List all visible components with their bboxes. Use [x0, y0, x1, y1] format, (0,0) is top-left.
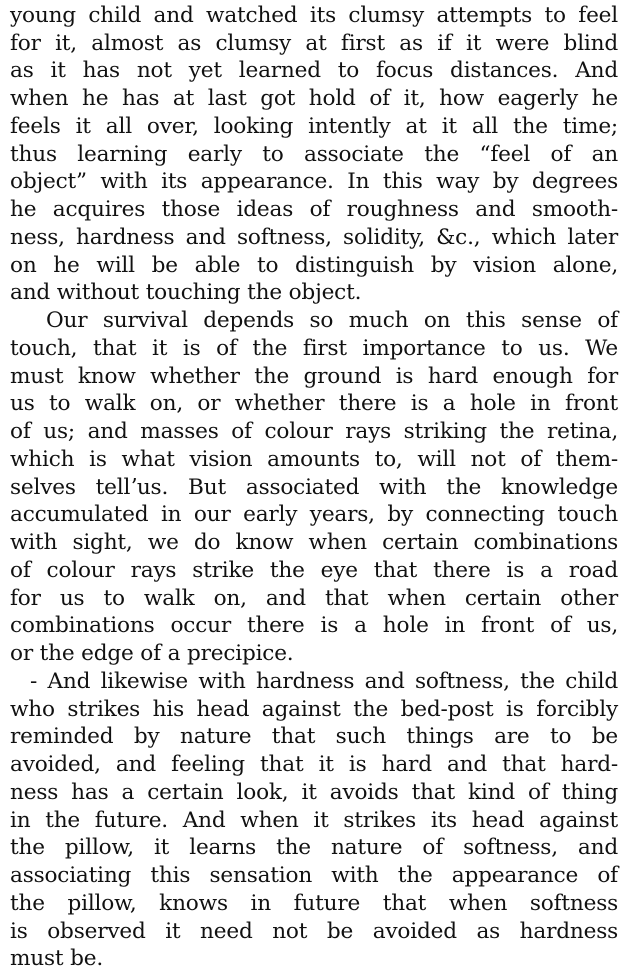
text-line: Our survival depends so much on this sense of	[46, 308, 618, 334]
text-line: must be.	[10, 946, 104, 972]
text-line: reminded by nature that such things are to be	[10, 724, 618, 750]
text-line: who strikes his head against the bed-post is forcibly	[10, 696, 618, 722]
text-line: accumulated in our early years, by connecting touch	[10, 502, 618, 528]
text-line: or the edge of a precipice.	[10, 641, 294, 667]
text-line: selves tellʼus. But associated with the knowledge	[10, 474, 618, 500]
text-line: thus learning early to associate the “feel of an	[10, 141, 618, 167]
text-line: on he will be able to distinguish by vision alone,	[10, 252, 618, 278]
text-line: he acquires those ideas of roughness and smooth-	[10, 197, 618, 223]
text-line: with sight, we do know when certain combinations	[10, 530, 618, 556]
text-line: feels it all over, looking intently at it all the time;	[10, 113, 618, 139]
text-line: of colour rays strike the eye that there is a road	[10, 557, 618, 583]
text-line: associating this sensation with the appearance of	[10, 863, 618, 889]
text-line: object” with its appearance. In this way by degrees	[10, 169, 618, 195]
text-line: ness has a certain look, it avoids that kind of thing	[10, 779, 618, 805]
text-line: in the future. And when it strikes its head against	[10, 807, 618, 833]
text-line: the pillow, it learns the nature of softness, and	[10, 835, 618, 861]
text-line: as it has not yet learned to focus distances. And	[10, 58, 618, 84]
text-line: is observed it need not be avoided as hardness	[10, 918, 618, 944]
text-line: - And likewise with hardness and softness, the child	[30, 668, 618, 694]
text-line: of us; and masses of colour rays striking the retina,	[10, 419, 618, 445]
text-line: the pillow, knows in future that when softness	[10, 890, 618, 916]
text-line: combinations occur there is a hole in front of us,	[10, 613, 618, 639]
text-line: must know whether the ground is hard enough for	[10, 363, 618, 389]
text-line: and without touching the object.	[10, 280, 362, 306]
text-line: touch, that it is of the first importance to us. We	[10, 335, 618, 361]
text-line: us to walk on, or whether there is a hole in front	[10, 391, 618, 417]
text-line: for us to walk on, and that when certain other	[10, 585, 618, 611]
text-line: for it, almost as clumsy at first as if it were blind	[10, 30, 618, 56]
text-line: young child and watched its clumsy attempts to feel	[10, 3, 618, 28]
text-line: ness, hardness and softness, solidity, &c., which later	[10, 224, 618, 250]
text-line: when he has at last got hold of it, how eagerly he	[10, 86, 618, 112]
text-line: avoided, and feeling that it is hard and that hard-	[10, 752, 618, 778]
text-line: which is what vision amounts to, will not of them-	[10, 446, 618, 472]
